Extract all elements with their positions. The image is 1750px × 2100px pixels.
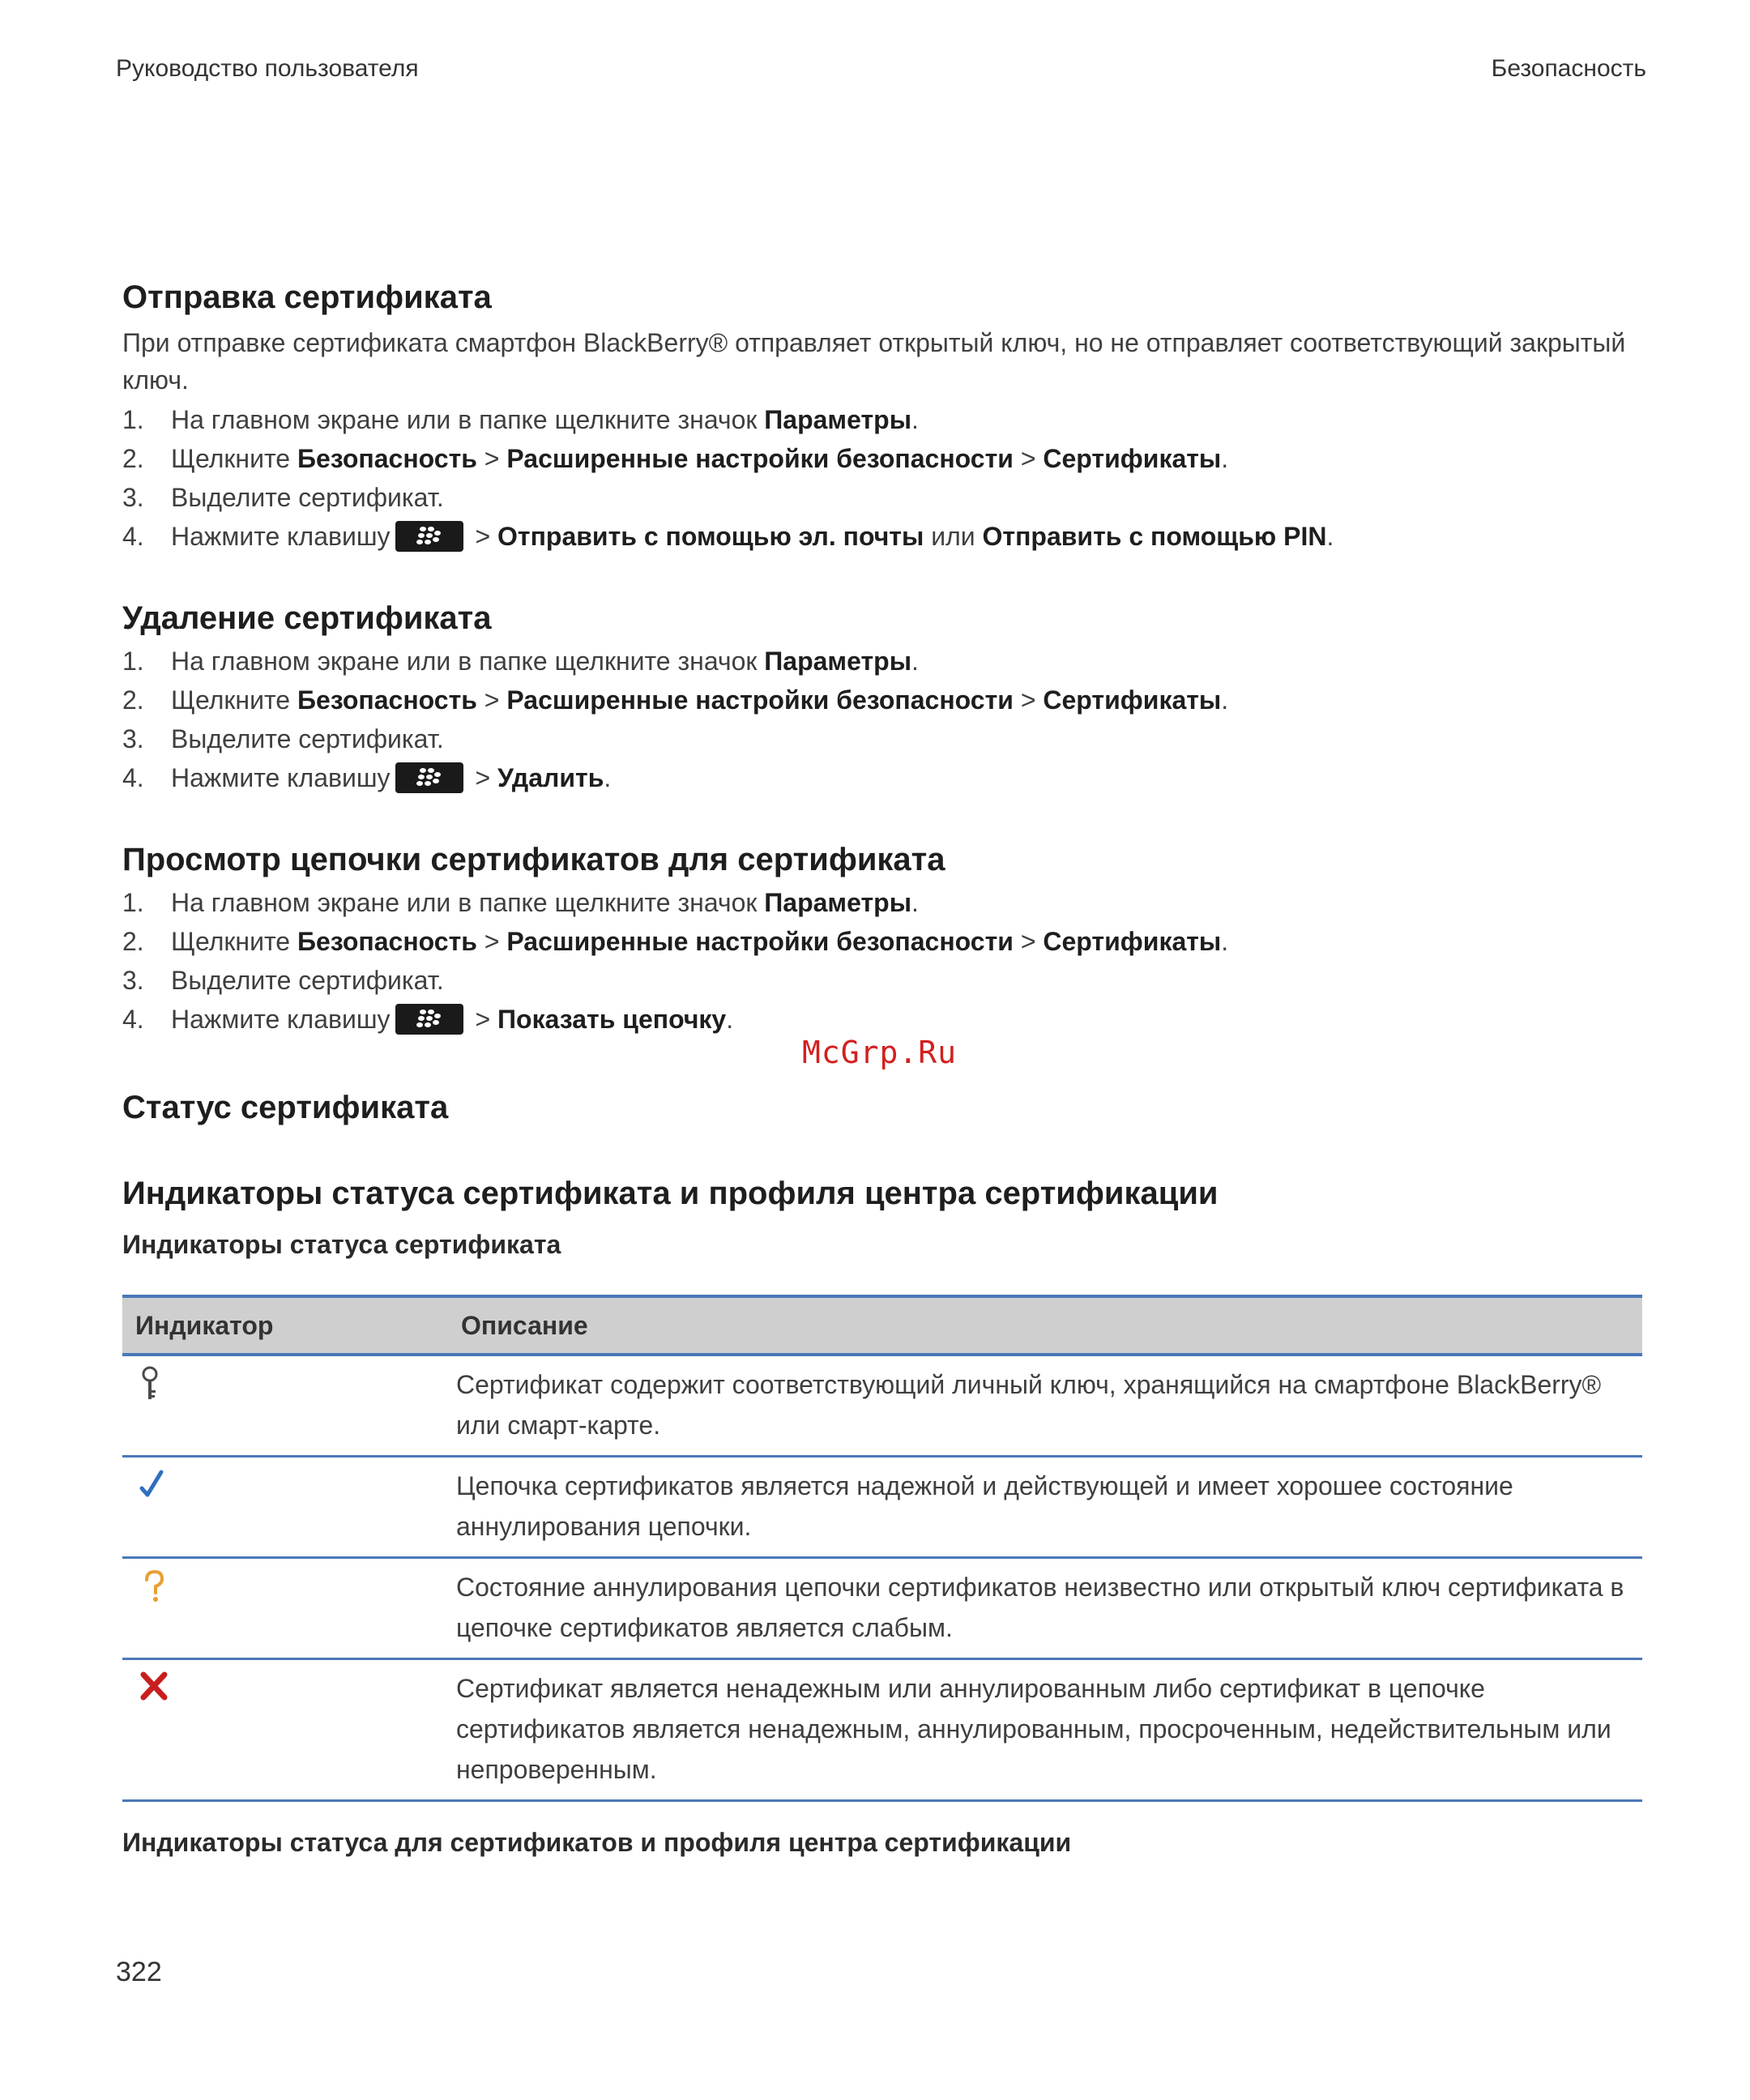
checkmark-icon <box>135 1466 176 1506</box>
blackberry-menu-key-icon <box>395 521 463 552</box>
subtitle-ca-profile-indicators: Индикаторы статуса для сертификатов и профиля центра сертификации <box>122 1828 1072 1857</box>
step-item: 3. Выделите сертификат. <box>122 483 444 512</box>
steps-chain <box>122 883 1645 1039</box>
step-item: 4. Нажмите клавишу > Удалить. <box>122 763 612 792</box>
step-item: 1. На главном экране или в папке щелкните значок Параметры. <box>122 647 919 676</box>
watermark: McGrp.Ru <box>802 1035 958 1070</box>
steps-send <box>122 400 1645 556</box>
section-title-send-certificate: Отправка сертификата <box>122 280 492 315</box>
step-item: 2. Щелкните Безопасность > Расширенные настройки безопасности > Сертификаты. <box>122 685 1229 715</box>
page-number: 322 <box>116 1957 162 1987</box>
step-item: 2. Щелкните Безопасность > Расширенные настройки безопасности > Сертификаты. <box>122 927 1229 956</box>
table-header-row <box>122 1296 1642 1355</box>
blackberry-menu-key-icon <box>395 762 463 793</box>
header-doc-title: Руководство пользователя <box>116 55 419 82</box>
step-item: 2. Щелкните Безопасность > Расширенные настройки безопасности > Сертификаты. <box>122 444 1229 473</box>
question-icon <box>135 1567 176 1607</box>
step-item: 1. На главном экране или в папке щелкните значок Параметры. <box>122 405 919 434</box>
table-row <box>122 1558 1642 1659</box>
section-title-certificate-status: Статус сертификата <box>122 1090 449 1125</box>
subtitle-certificate-indicators: Индикаторы статуса сертификата <box>122 1230 561 1259</box>
step-item: 4. Нажмите клавишу > Показать цепочку. <box>122 1005 734 1034</box>
blackberry-menu-key-icon <box>395 1004 463 1035</box>
description-cell: Сертификат является ненадежным или аннулированным либо сертификат в цепочке сертификатов является ненадежным, аннулированным, просроченным, недействительным или непроверенным. <box>448 1659 1642 1801</box>
section-intro-send: При отправке сертификата смартфон BlackBerry® отправляет открытый ключ, но не отправляет соответствующий закрытый ключ. <box>122 328 1626 395</box>
description-cell: Состояние аннулирования цепочки сертификатов неизвестно или открытый ключ сертификата в цепочке сертификатов является слабым. <box>448 1558 1642 1659</box>
cross-icon <box>135 1668 176 1709</box>
section-title-delete-certificate: Удаление сертификата <box>122 600 492 636</box>
step-item: 3. Выделите сертификат. <box>122 966 444 995</box>
table-row <box>122 1457 1642 1558</box>
description-cell: Сертификат содержит соответствующий личный ключ, хранящийся на смартфоне BlackBerry® или смарт-карте. <box>448 1355 1642 1457</box>
header-section-title: Безопасность <box>1491 55 1646 82</box>
step-item: 4. Нажмите клавишу > Отправить с помощью эл. почты или Отправить с помощью PIN. <box>122 522 1334 551</box>
step-item: 1. На главном экране или в папке щелкните значок Параметры. <box>122 888 919 917</box>
column-header-description: Описание <box>448 1296 1642 1355</box>
table-row <box>122 1659 1642 1801</box>
step-item: 3. Выделите сертификат. <box>122 724 444 753</box>
description-cell: Цепочка сертификатов является надежной и действующей и имеет хорошее состояние аннулирования цепочки. <box>448 1457 1642 1558</box>
key-icon <box>135 1364 176 1405</box>
section-title-view-chain: Просмотр цепочки сертификатов для сертификата <box>122 842 945 877</box>
column-header-indicator: Индикатор <box>122 1296 448 1355</box>
table-row <box>122 1355 1642 1457</box>
page-header <box>116 55 1646 88</box>
steps-delete <box>122 642 1645 797</box>
indicators-table <box>122 1295 1642 1802</box>
section-title-status-indicators: Индикаторы статуса сертификата и профиля центра сертификации <box>122 1176 1219 1211</box>
